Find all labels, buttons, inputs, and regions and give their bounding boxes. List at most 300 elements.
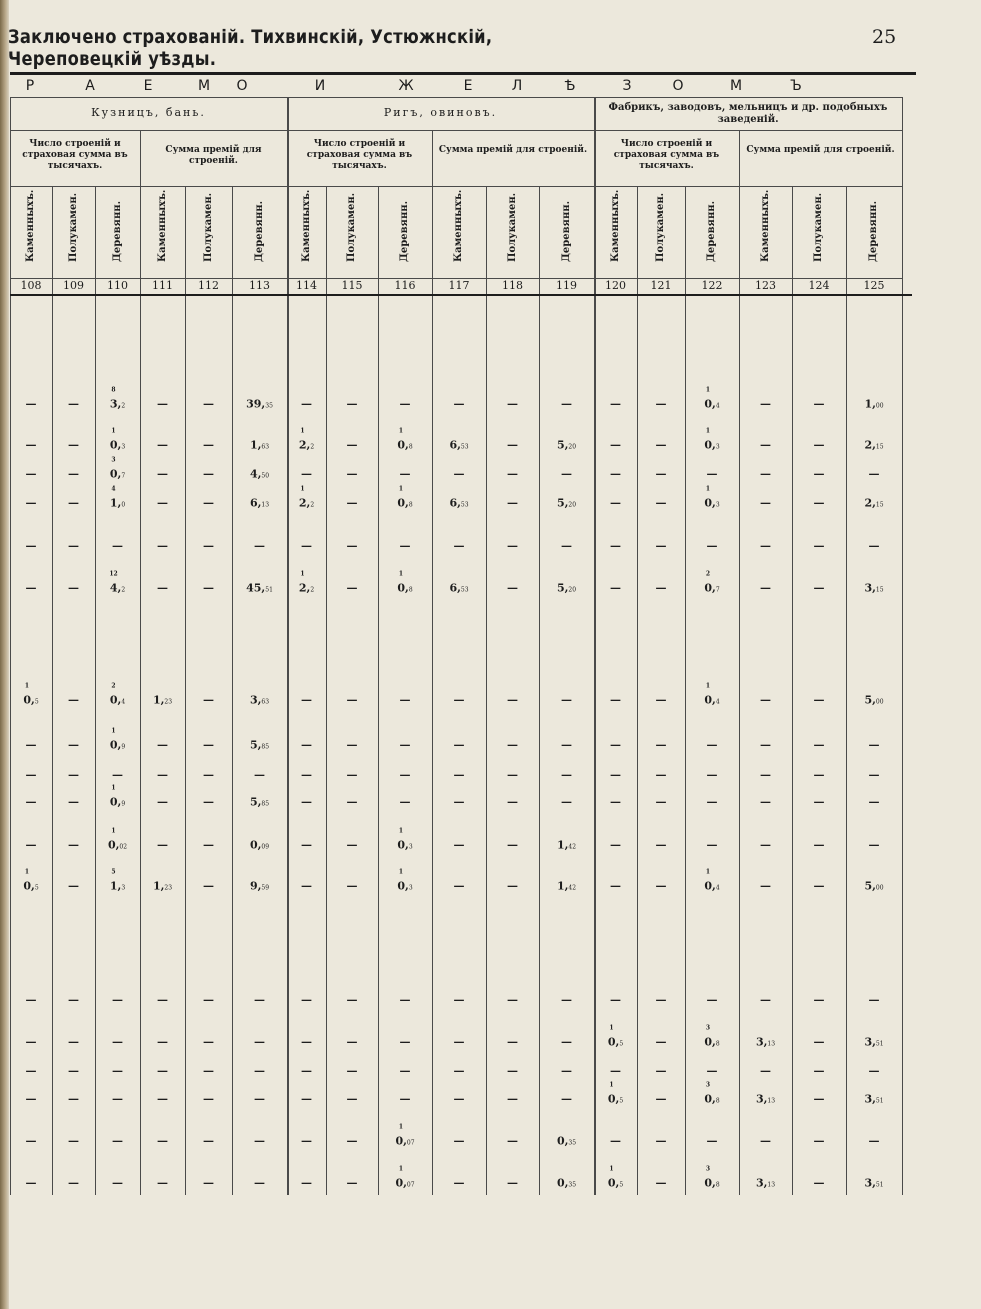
cell-value: — bbox=[453, 1092, 465, 1106]
cell-value: — bbox=[203, 397, 214, 411]
table-cell bbox=[26, 769, 37, 782]
column-number: 125 bbox=[863, 279, 885, 292]
cell-value: — bbox=[507, 1092, 518, 1106]
cell-decimal: 3 bbox=[408, 843, 413, 851]
cell-value: — bbox=[68, 795, 79, 809]
table-cell bbox=[610, 497, 621, 510]
cell-value: — bbox=[813, 438, 825, 452]
table-cell bbox=[347, 769, 358, 782]
table-cell bbox=[110, 582, 125, 595]
table-cell bbox=[869, 994, 880, 1007]
table-cell bbox=[397, 839, 412, 852]
table-cell bbox=[864, 1036, 883, 1049]
cell-value: — bbox=[507, 879, 518, 893]
subgroup-header-rule bbox=[10, 186, 902, 187]
table-cell bbox=[250, 694, 269, 707]
cell-value: — bbox=[346, 738, 358, 752]
cell-value: — bbox=[68, 1134, 79, 1148]
table-cell bbox=[610, 694, 621, 707]
cell-value: — bbox=[868, 838, 880, 852]
table-cell bbox=[203, 582, 214, 595]
cell-value: — bbox=[868, 1134, 880, 1148]
table-cell bbox=[756, 1036, 775, 1049]
cell-value: 4, bbox=[109, 581, 122, 595]
table-cell bbox=[250, 497, 269, 510]
cell-value: — bbox=[68, 993, 79, 1007]
cell-count: 1 bbox=[111, 727, 116, 735]
table-cell bbox=[656, 1177, 667, 1190]
column-rule bbox=[95, 186, 96, 1195]
cell-value: 0, bbox=[23, 879, 35, 893]
cell-count: 2 bbox=[705, 570, 711, 578]
table-cell bbox=[557, 880, 576, 893]
cell-value: — bbox=[68, 693, 79, 707]
cell-value: 0, bbox=[607, 1035, 620, 1049]
cell-value: — bbox=[301, 838, 312, 852]
banner-letter: Ѣ bbox=[564, 78, 576, 94]
cell-value: — bbox=[68, 397, 79, 411]
table-cell bbox=[26, 468, 37, 481]
cell-decimal: 8 bbox=[408, 443, 413, 451]
table-cell bbox=[400, 796, 411, 809]
table-cell bbox=[400, 540, 411, 553]
cell-decimal: 15 bbox=[875, 501, 884, 509]
table-cell bbox=[814, 839, 825, 852]
cell-decimal: 20 bbox=[568, 501, 577, 509]
cell-value: — bbox=[203, 496, 214, 510]
table-cell bbox=[110, 497, 125, 510]
banner-letter: И bbox=[314, 78, 326, 94]
banner-letter: Л bbox=[511, 78, 523, 94]
table-cell bbox=[507, 1135, 518, 1148]
cell-value: — bbox=[112, 1176, 123, 1190]
banner-letter: З bbox=[622, 78, 632, 94]
cell-value: — bbox=[453, 397, 465, 411]
subgroup-title: Число строеній и страховая сумма въ тысячахъ. bbox=[613, 139, 720, 171]
table-cell bbox=[449, 439, 468, 452]
cell-value: 0, bbox=[109, 738, 122, 752]
cell-value: — bbox=[68, 1176, 79, 1190]
cell-value: — bbox=[301, 1035, 312, 1049]
column-label: Каменныхъ. bbox=[300, 189, 312, 262]
cell-decimal: 20 bbox=[568, 586, 577, 594]
table-cell bbox=[68, 497, 79, 510]
table-cell bbox=[400, 1065, 411, 1078]
table-cell bbox=[656, 839, 667, 852]
table-cell bbox=[301, 694, 312, 707]
cell-decimal: 3 bbox=[121, 884, 126, 892]
table-cell bbox=[68, 880, 79, 893]
table-cell bbox=[301, 398, 312, 411]
table-cell bbox=[454, 1036, 465, 1049]
table-cell bbox=[610, 769, 621, 782]
cell-value: — bbox=[301, 1176, 312, 1190]
header-bottom-rule bbox=[10, 294, 912, 296]
cell-value: — bbox=[346, 467, 358, 481]
table-cell bbox=[610, 1065, 621, 1078]
cell-value: — bbox=[301, 768, 312, 782]
table-cell bbox=[707, 1135, 718, 1148]
cell-count: 1 bbox=[705, 485, 711, 493]
cell-value: — bbox=[157, 539, 168, 553]
cell-decimal: 3 bbox=[715, 501, 720, 509]
table-cell bbox=[347, 398, 358, 411]
table-cell bbox=[656, 1036, 667, 1049]
cell-decimal: 9 bbox=[121, 743, 126, 751]
cell-count: 1 bbox=[398, 1123, 404, 1131]
cell-value: — bbox=[25, 581, 37, 595]
cell-decimal: 07 bbox=[406, 1181, 415, 1189]
cell-value: — bbox=[203, 795, 214, 809]
column-rule bbox=[486, 186, 487, 1195]
cell-count: 1 bbox=[705, 386, 711, 394]
banner-letter: О bbox=[236, 78, 248, 94]
cell-value: 4, bbox=[249, 467, 262, 481]
table-cell bbox=[68, 739, 79, 752]
cell-value: — bbox=[25, 768, 37, 782]
cell-value: 0, bbox=[397, 496, 409, 510]
cell-value: — bbox=[301, 693, 312, 707]
page-number: 25 bbox=[872, 26, 897, 48]
cell-value: — bbox=[254, 1176, 265, 1190]
cell-value: 3, bbox=[755, 1176, 768, 1190]
table-cell bbox=[557, 497, 576, 510]
table-cell bbox=[454, 739, 465, 752]
column-rule bbox=[185, 186, 186, 1195]
cell-value: — bbox=[561, 1092, 572, 1106]
table-cell bbox=[814, 796, 825, 809]
cell-value: — bbox=[68, 838, 79, 852]
table-cell bbox=[507, 880, 518, 893]
cell-value: — bbox=[813, 795, 825, 809]
cell-value: — bbox=[203, 1035, 214, 1049]
cell-decimal: 13 bbox=[767, 1040, 776, 1048]
table-cell bbox=[301, 1135, 312, 1148]
table-cell bbox=[756, 1093, 775, 1106]
table-cell bbox=[561, 1065, 572, 1078]
cell-value: — bbox=[868, 539, 880, 553]
column-label: Каменныхъ. bbox=[25, 189, 36, 262]
cell-value: — bbox=[203, 993, 214, 1007]
table-cell bbox=[507, 540, 518, 553]
cell-value: 0, bbox=[23, 693, 35, 707]
table-cell bbox=[610, 540, 621, 553]
table-cell bbox=[814, 582, 825, 595]
cell-value: — bbox=[655, 795, 667, 809]
table-cell bbox=[26, 1177, 37, 1190]
cell-value: — bbox=[399, 693, 411, 707]
column-label: Деревянн. bbox=[706, 200, 717, 262]
group-title: Кузницъ, бань. bbox=[91, 106, 206, 119]
cell-decimal: 3 bbox=[715, 443, 720, 451]
cell-decimal: 13 bbox=[767, 1097, 776, 1105]
cell-decimal: 42 bbox=[568, 843, 577, 851]
cell-value: — bbox=[507, 768, 518, 782]
cell-decimal: 8 bbox=[715, 1097, 720, 1105]
table-cell bbox=[112, 1036, 123, 1049]
banner-letter: Е bbox=[143, 78, 153, 94]
group-title: Фабрикъ, заводовъ, мельницъ и др. подобныхъ заведеній. bbox=[608, 102, 888, 125]
cell-value: — bbox=[301, 1064, 312, 1078]
column-number: 109 bbox=[63, 279, 84, 292]
cell-value: — bbox=[655, 539, 667, 553]
cell-value: 3, bbox=[755, 1092, 768, 1106]
table-cell bbox=[68, 796, 79, 809]
table-cell bbox=[397, 880, 412, 893]
table-cell bbox=[557, 1135, 576, 1148]
table-cell bbox=[864, 497, 883, 510]
table-cell bbox=[397, 497, 412, 510]
table-cell bbox=[400, 739, 411, 752]
table-cell bbox=[254, 1093, 265, 1106]
cell-value: — bbox=[610, 993, 621, 1007]
cell-decimal: 53 bbox=[460, 501, 469, 509]
column-label: Полукамен. bbox=[202, 192, 214, 262]
table-cell bbox=[454, 1093, 465, 1106]
cell-value: — bbox=[346, 496, 358, 510]
cell-value: — bbox=[346, 1035, 358, 1049]
cell-value: 0, bbox=[704, 438, 716, 452]
table-cell bbox=[301, 468, 312, 481]
cell-value: — bbox=[706, 1064, 718, 1078]
table-cell bbox=[814, 1177, 825, 1190]
cell-value: — bbox=[453, 1134, 465, 1148]
table-cell bbox=[347, 468, 358, 481]
table-cell bbox=[561, 1093, 572, 1106]
cell-value: — bbox=[346, 438, 358, 452]
table-cell bbox=[561, 994, 572, 1007]
cell-value: — bbox=[610, 693, 621, 707]
cell-value: — bbox=[301, 539, 312, 553]
cell-value: — bbox=[112, 539, 123, 553]
table-cell bbox=[561, 769, 572, 782]
cell-value: 1, bbox=[556, 879, 569, 893]
cell-value: — bbox=[254, 1134, 265, 1148]
banner-letter: А bbox=[85, 78, 95, 94]
table-cell bbox=[656, 1093, 667, 1106]
cell-value: — bbox=[346, 1176, 358, 1190]
table-cell bbox=[656, 1135, 667, 1148]
cell-decimal: 59 bbox=[261, 884, 270, 892]
table-cell bbox=[157, 769, 168, 782]
cell-count: 1 bbox=[398, 827, 404, 835]
banner-letter: Е bbox=[463, 78, 473, 94]
cell-value: — bbox=[346, 539, 358, 553]
cell-value: — bbox=[112, 1134, 123, 1148]
table-cell bbox=[301, 540, 312, 553]
table-cell bbox=[507, 398, 518, 411]
cell-decimal: 85 bbox=[261, 743, 270, 751]
cell-decimal: 8 bbox=[408, 501, 413, 509]
cell-value: — bbox=[346, 795, 358, 809]
cell-value: — bbox=[203, 1176, 214, 1190]
table-cell bbox=[507, 439, 518, 452]
table-cell bbox=[507, 1065, 518, 1078]
cell-decimal: 8 bbox=[715, 1181, 720, 1189]
table-cell bbox=[610, 439, 621, 452]
table-cell bbox=[301, 1065, 312, 1078]
table-cell bbox=[864, 880, 883, 893]
table-cell bbox=[157, 439, 168, 452]
cell-value: — bbox=[203, 879, 214, 893]
table-cell bbox=[864, 582, 883, 595]
cell-decimal: 63 bbox=[261, 443, 270, 451]
cell-value: — bbox=[157, 768, 168, 782]
table-cell bbox=[707, 796, 718, 809]
cell-value: — bbox=[610, 397, 621, 411]
table-cell bbox=[203, 398, 214, 411]
cell-value: — bbox=[507, 693, 518, 707]
table-cell bbox=[610, 468, 621, 481]
table-cell bbox=[301, 880, 312, 893]
cell-value: 0, bbox=[556, 1134, 569, 1148]
cell-value: — bbox=[453, 838, 465, 852]
cell-value: — bbox=[813, 838, 825, 852]
table-cell bbox=[157, 582, 168, 595]
table-cell bbox=[608, 1177, 623, 1190]
table-cell bbox=[26, 839, 37, 852]
column-label: Полукамен. bbox=[655, 192, 666, 262]
cell-value: 0, bbox=[704, 496, 716, 510]
cell-count: 1 bbox=[705, 868, 711, 876]
cell-value: — bbox=[157, 1064, 168, 1078]
cell-decimal: 8 bbox=[715, 1040, 720, 1048]
cell-value: — bbox=[760, 397, 771, 411]
column-number: 120 bbox=[605, 279, 626, 292]
cell-value: — bbox=[610, 438, 621, 452]
cell-count: 1 bbox=[705, 427, 711, 435]
subgroup-title: Число строеній и страховая сумма въ тысячахъ. bbox=[22, 139, 128, 171]
cell-value: — bbox=[655, 397, 667, 411]
cell-value: — bbox=[561, 397, 572, 411]
cell-value: — bbox=[655, 838, 667, 852]
cell-value: — bbox=[507, 1064, 518, 1078]
table-cell bbox=[68, 839, 79, 852]
table-cell bbox=[507, 582, 518, 595]
cell-value: — bbox=[760, 467, 771, 481]
cell-value: — bbox=[203, 768, 214, 782]
cell-value: — bbox=[157, 795, 168, 809]
subgroup-title: Число строеній и страховая сумма въ тысячахъ. bbox=[306, 139, 413, 171]
table-cell bbox=[203, 839, 214, 852]
column-label: Полукамен. bbox=[67, 192, 79, 262]
table-cell bbox=[153, 880, 172, 893]
cell-value: — bbox=[507, 438, 518, 452]
cell-count: 4 bbox=[111, 485, 116, 493]
cell-value: — bbox=[68, 768, 79, 782]
cell-value: — bbox=[25, 738, 37, 752]
table-cell bbox=[760, 398, 771, 411]
cell-value: 2, bbox=[298, 581, 311, 595]
table-cell bbox=[157, 1093, 168, 1106]
cell-decimal: 35 bbox=[568, 1181, 577, 1189]
table-cell bbox=[610, 398, 621, 411]
cell-value: 3, bbox=[249, 693, 262, 707]
table-cell bbox=[347, 994, 358, 1007]
table-cell bbox=[608, 1093, 623, 1106]
table-cell bbox=[454, 880, 465, 893]
table-cell bbox=[814, 880, 825, 893]
cell-value: — bbox=[203, 539, 214, 553]
cell-value: — bbox=[203, 1134, 214, 1148]
table-cell bbox=[203, 1135, 214, 1148]
cell-decimal: 5 bbox=[34, 698, 39, 706]
cell-value: — bbox=[203, 1064, 214, 1078]
table-cell bbox=[157, 1036, 168, 1049]
cell-value: 5, bbox=[249, 738, 262, 752]
table-cell bbox=[707, 769, 718, 782]
table-cell bbox=[760, 497, 771, 510]
cell-count: 1 bbox=[111, 827, 116, 835]
cell-value: 5, bbox=[556, 581, 569, 595]
cell-value: 0, bbox=[395, 1134, 407, 1148]
cell-value: — bbox=[399, 993, 411, 1007]
cell-value: 0, bbox=[704, 693, 716, 707]
table-cell bbox=[656, 497, 667, 510]
table-cell bbox=[707, 839, 718, 852]
cell-count: 1 bbox=[24, 682, 30, 690]
table-cell bbox=[707, 468, 718, 481]
cell-value: 5, bbox=[556, 438, 569, 452]
cell-value: — bbox=[346, 768, 358, 782]
table-cell bbox=[250, 839, 269, 852]
table-cell bbox=[449, 497, 468, 510]
column-number: 112 bbox=[198, 279, 219, 292]
cell-decimal: 15 bbox=[875, 586, 884, 594]
cell-value: — bbox=[346, 838, 358, 852]
table-cell bbox=[112, 1065, 123, 1078]
banner-letter: Р bbox=[25, 78, 35, 94]
cell-value: — bbox=[453, 1176, 465, 1190]
table-cell bbox=[112, 1093, 123, 1106]
table-cell bbox=[507, 1036, 518, 1049]
table-cell bbox=[864, 1177, 883, 1190]
cell-value: 0, bbox=[395, 1176, 407, 1190]
cell-value: — bbox=[68, 879, 79, 893]
cell-decimal: 02 bbox=[119, 843, 128, 851]
table-cell bbox=[157, 468, 168, 481]
cell-value: — bbox=[655, 467, 667, 481]
cell-decimal: 15 bbox=[875, 443, 884, 451]
table-cell bbox=[864, 439, 883, 452]
cell-value: 5, bbox=[864, 693, 876, 707]
cell-value: — bbox=[203, 693, 214, 707]
cell-value: — bbox=[157, 496, 168, 510]
table-cell bbox=[157, 796, 168, 809]
cell-decimal: 50 bbox=[261, 472, 270, 480]
table-cell bbox=[760, 994, 771, 1007]
cell-value: — bbox=[760, 795, 771, 809]
table-cell bbox=[454, 994, 465, 1007]
table-cell bbox=[557, 439, 576, 452]
cell-count: 3 bbox=[705, 1165, 711, 1173]
table-cell bbox=[203, 739, 214, 752]
table-cell bbox=[704, 582, 719, 595]
table-cell bbox=[610, 582, 621, 595]
cell-value: — bbox=[813, 1176, 825, 1190]
cell-value: — bbox=[760, 693, 771, 707]
cell-value: 2, bbox=[864, 496, 876, 510]
cell-value: — bbox=[561, 539, 572, 553]
table-cell bbox=[108, 839, 127, 852]
cell-value: — bbox=[507, 838, 518, 852]
table-cell bbox=[610, 739, 621, 752]
table-cell bbox=[203, 769, 214, 782]
cell-value: — bbox=[254, 539, 265, 553]
table-cell bbox=[68, 1036, 79, 1049]
table-cell bbox=[869, 1065, 880, 1078]
cell-value: 1, bbox=[249, 438, 262, 452]
